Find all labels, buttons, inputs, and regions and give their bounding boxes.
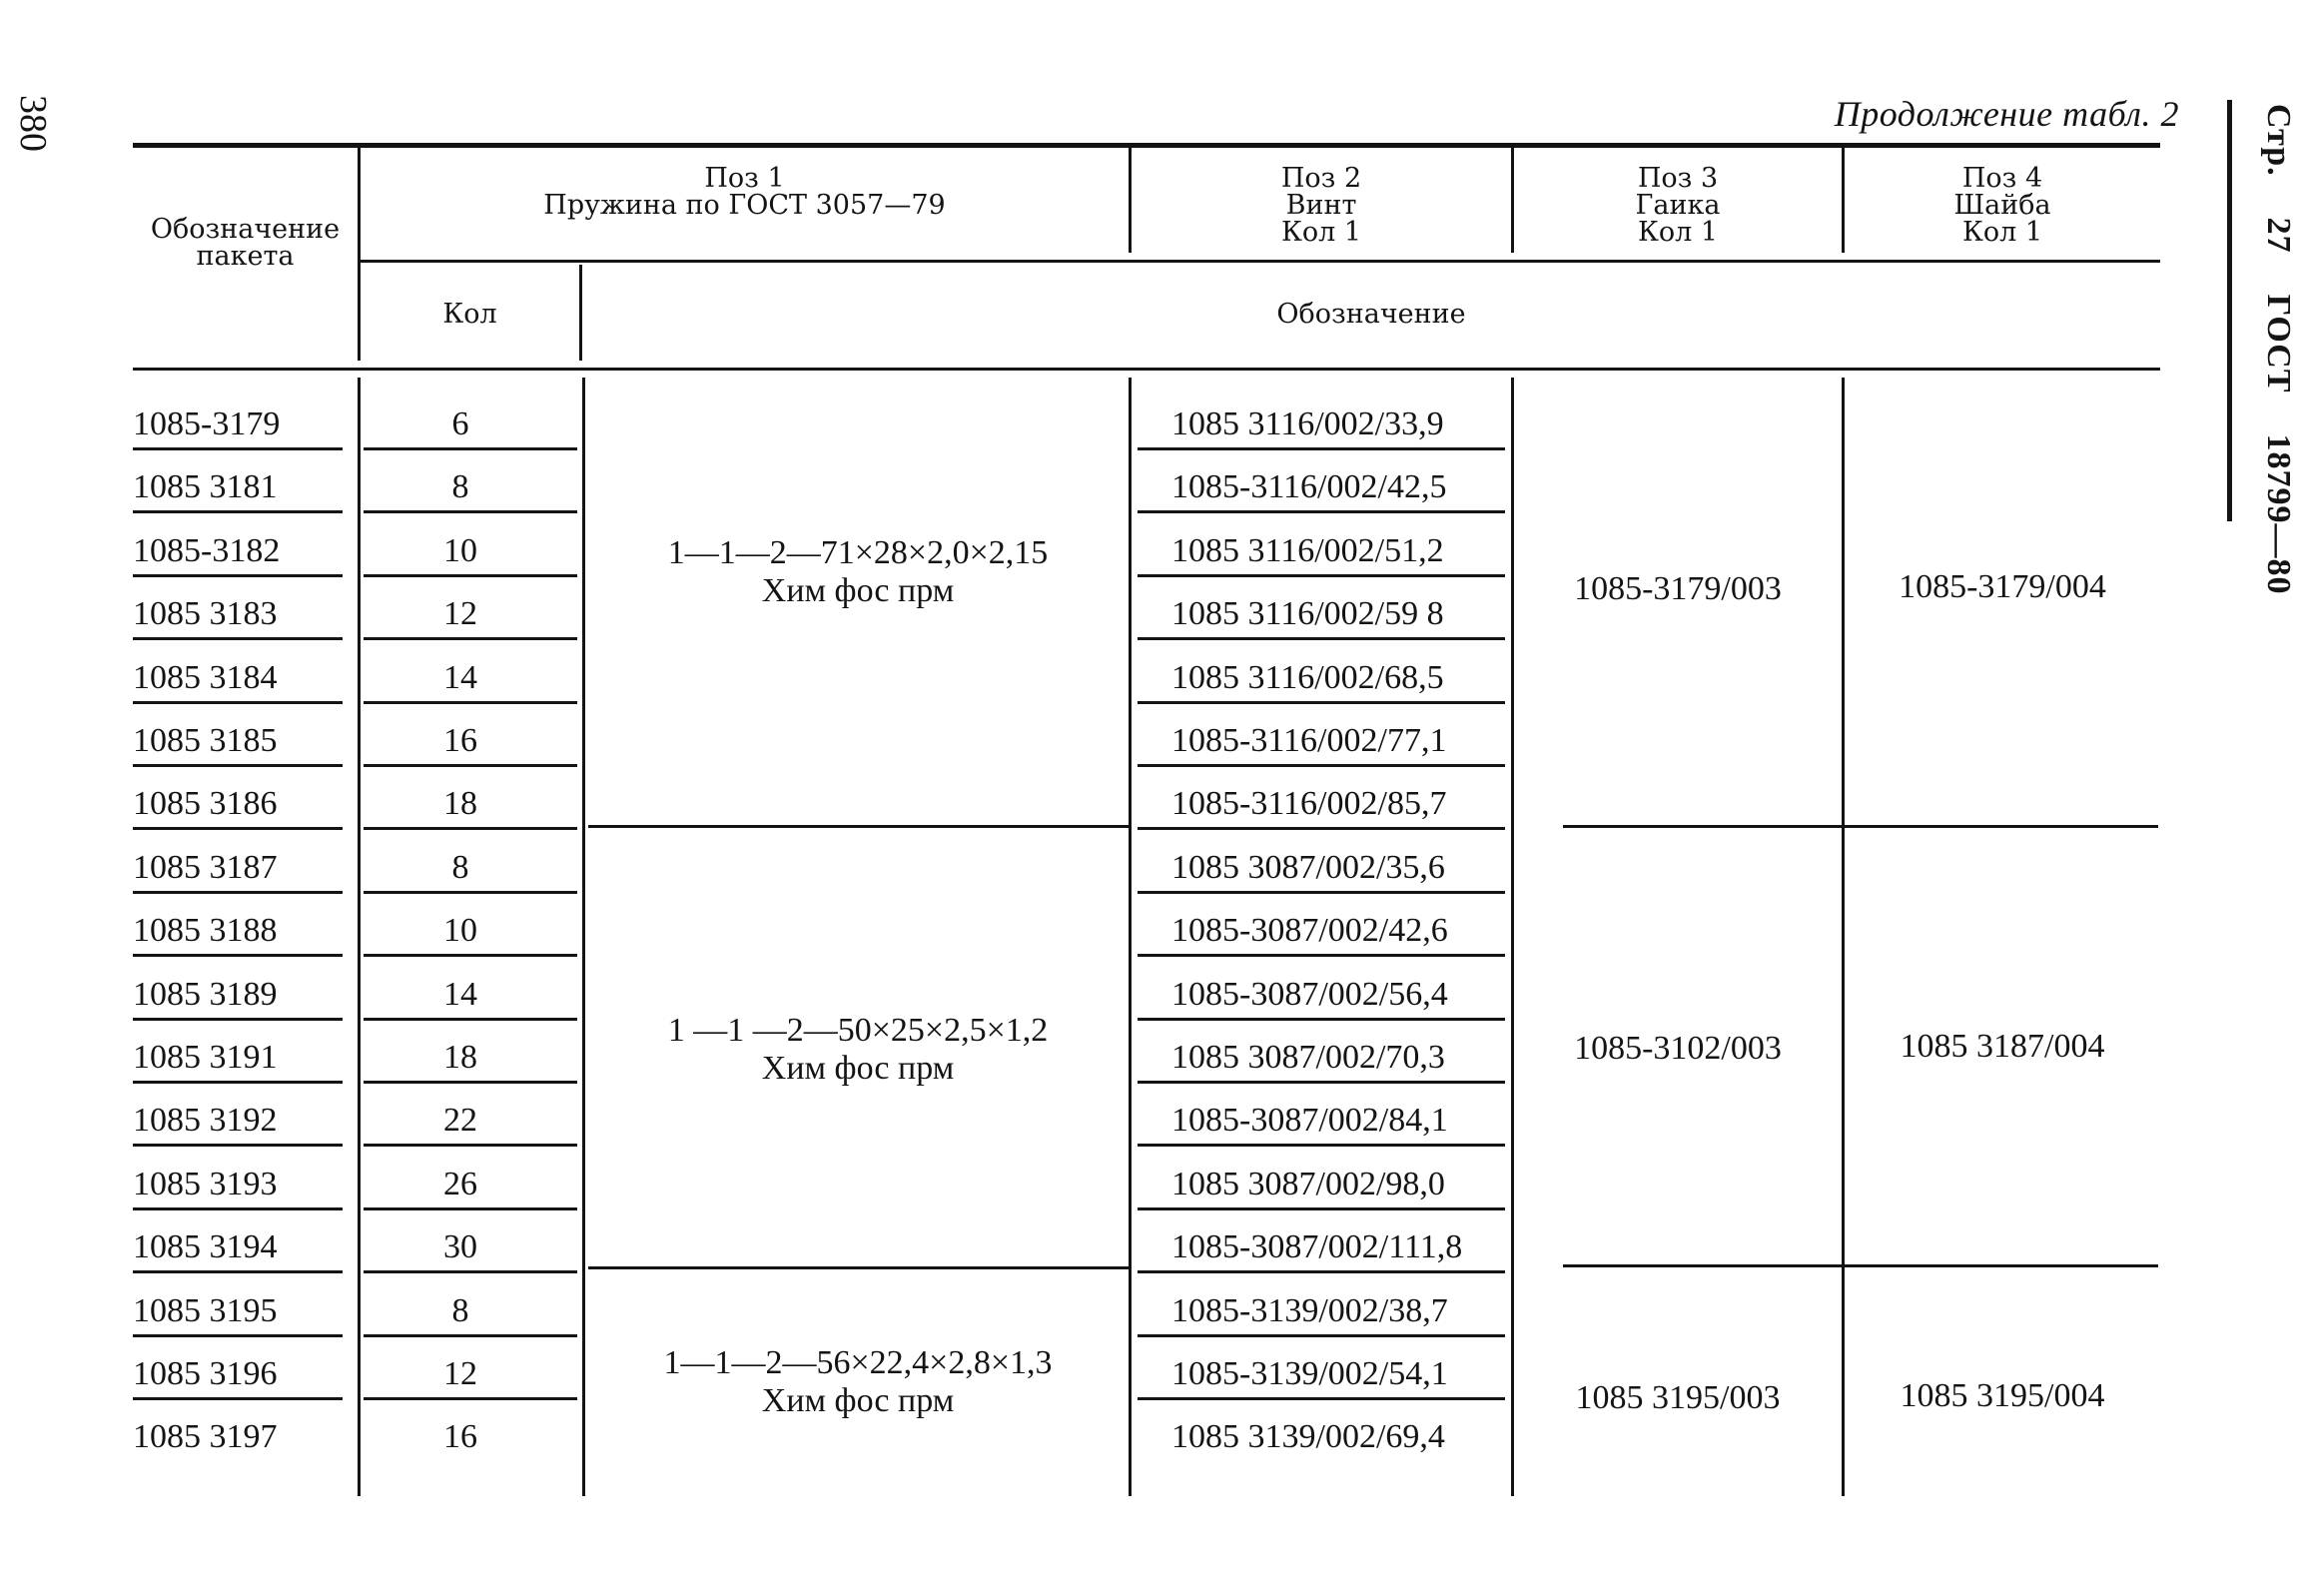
- spring-coating: Хим фос прм: [761, 1382, 955, 1419]
- header-bottom-rule: [133, 368, 2160, 371]
- side-rule: [2227, 100, 2232, 521]
- running-header-page-label: Стр.: [2260, 104, 2297, 177]
- screw-designation: 1085-3139/002/54,1: [1171, 1355, 1448, 1392]
- row-rule: [133, 574, 343, 577]
- spring-quantity: 22: [443, 1102, 477, 1140]
- row-rule: [1138, 764, 1505, 767]
- header-pos4: [1845, 165, 2160, 246]
- screw-designation: 1085 3116/002/68,5: [1171, 658, 1444, 696]
- shaiba-cell: 1085-3179/004: [1899, 568, 2106, 605]
- row-rule: [133, 701, 343, 704]
- header-pos4-title: Поз 4: [1961, 163, 2043, 194]
- spring-quantity: 18: [443, 1039, 477, 1076]
- package-designation: 1085 3193: [133, 1165, 278, 1202]
- running-header: [2259, 104, 2297, 595]
- spring-quantity: 18: [443, 785, 477, 823]
- header-sub-rule: [358, 260, 2160, 263]
- shaiba-cell: 1085 3187/004: [1900, 1028, 2105, 1065]
- row-rule: [364, 1144, 577, 1147]
- package-designation: 1085 3184: [133, 658, 278, 696]
- screw-designation: 1085 3087/002/70,3: [1171, 1039, 1445, 1076]
- header-designation: Обозначение пакета: [150, 214, 341, 272]
- spring-quantity: 14: [443, 975, 477, 1013]
- header-pos3-item: Гаика: [1635, 190, 1721, 221]
- spring-group-separator: [588, 825, 1129, 828]
- screw-designation: 1085 3116/002/33,9: [1171, 405, 1444, 442]
- row-rule: [133, 891, 343, 894]
- package-designation: 1085 3183: [133, 595, 278, 633]
- spring-spec: 1—1—2—71×28×2,0×2,15: [667, 534, 1049, 571]
- row-rule: [364, 954, 577, 957]
- body-divider-2: [582, 378, 585, 1496]
- row-rule: [364, 510, 577, 513]
- row-rule: [1138, 637, 1505, 640]
- package-designation: 1085-3179: [133, 405, 281, 442]
- screw-designation: 1085-3087/002/84,1: [1171, 1102, 1448, 1140]
- spring-spec: 1 —1 —2—50×25×2,5×1,2: [667, 1012, 1049, 1049]
- row-rule: [1138, 574, 1505, 577]
- row-rule: [1138, 954, 1505, 957]
- table-continuation-caption: Продолжение табл. 2: [1834, 94, 2179, 134]
- header-pos1-subtitle: Пружина по ГОСТ 3057—79: [543, 190, 946, 221]
- header-pos1-title: Поз 1: [704, 163, 785, 194]
- spring-quantity: 14: [443, 658, 477, 696]
- row-rule: [133, 1018, 343, 1021]
- screw-designation: 1085 3139/002/69,4: [1171, 1418, 1445, 1456]
- header-pos2-qty: Кол 1: [1280, 217, 1362, 248]
- row-rule: [1138, 1270, 1505, 1273]
- header-pos3-qty: Кол 1: [1637, 217, 1719, 248]
- gaika-cell: 1085-3102/003: [1574, 1030, 1782, 1067]
- package-designation: 1085 3188: [133, 912, 278, 950]
- package-designation: 1085 3187: [133, 848, 278, 886]
- row-rule: [133, 1270, 343, 1273]
- package-designation: 1085 3181: [133, 468, 278, 506]
- spring-cell: [587, 534, 1129, 610]
- package-designation: 1085 3191: [133, 1039, 278, 1076]
- spring-quantity: 8: [451, 848, 469, 886]
- spring-coating: Хим фос прм: [761, 1050, 955, 1087]
- package-designation: 1085-3182: [133, 531, 281, 569]
- package-designation: 1085 3189: [133, 975, 278, 1013]
- row-rule: [133, 1334, 343, 1337]
- package-designation: 1085 3186: [133, 785, 278, 823]
- header-pos3: [1514, 165, 1842, 246]
- nut-washer-group-separator: [1563, 1264, 2158, 1267]
- body-divider-4: [1511, 378, 1514, 1496]
- screw-designation: 1085-3116/002/77,1: [1171, 722, 1447, 759]
- row-rule: [133, 637, 343, 640]
- running-header-page-number: 27: [2260, 217, 2297, 254]
- row-rule: [133, 447, 343, 450]
- row-rule: [1138, 510, 1505, 513]
- spring-group-separator: [588, 1266, 1129, 1269]
- screw-designation: 1085 3116/002/59 8: [1171, 595, 1444, 633]
- header-pos2: [1132, 165, 1511, 246]
- screw-designation: 1085-3116/002/42,5: [1171, 468, 1447, 506]
- body-divider-5: [1842, 378, 1845, 1496]
- spring-quantity: 16: [443, 1418, 477, 1456]
- screw-designation: 1085-3116/002/85,7: [1171, 785, 1447, 823]
- package-designation: 1085 3197: [133, 1418, 278, 1456]
- package-designation: 1085 3192: [133, 1102, 278, 1140]
- spring-quantity: 10: [443, 531, 477, 569]
- header-pos1: [361, 165, 1129, 219]
- body-divider-3: [1129, 378, 1132, 1496]
- shaiba-cell: 1085 3195/004: [1900, 1377, 2105, 1414]
- table-top-rule: [133, 143, 2160, 148]
- screw-designation: 1085-3087/002/111,8: [1171, 1228, 1463, 1266]
- screw-designation: 1085 3087/002/35,6: [1171, 848, 1445, 886]
- screw-designation: 1085-3087/002/42,6: [1171, 912, 1448, 950]
- row-rule: [1138, 1018, 1505, 1021]
- row-rule: [1138, 447, 1505, 450]
- header-pos2-item: Винт: [1285, 190, 1357, 221]
- spring-quantity: 6: [451, 405, 469, 442]
- row-rule: [133, 764, 343, 767]
- spring-coating: Хим фос прм: [761, 572, 955, 609]
- row-rule: [364, 1397, 577, 1400]
- package-designation: 1085 3194: [133, 1228, 278, 1266]
- spring-quantity: 30: [443, 1228, 477, 1266]
- row-rule: [364, 447, 577, 450]
- row-rule: [1138, 891, 1505, 894]
- header-pos3-title: Поз 3: [1637, 163, 1719, 194]
- row-rule: [364, 764, 577, 767]
- row-rule: [1138, 1397, 1505, 1400]
- header-pos4-qty: Кол 1: [1961, 217, 2043, 248]
- row-rule: [1138, 1144, 1505, 1147]
- row-rule: [364, 701, 577, 704]
- screw-designation: 1085 3116/002/51,2: [1171, 531, 1444, 569]
- spring-quantity: 12: [443, 595, 477, 633]
- row-rule: [133, 1207, 343, 1210]
- spring-quantity: 8: [451, 1291, 469, 1329]
- running-header-standard: ГОСТ: [2260, 294, 2297, 394]
- spring-quantity: 8: [451, 468, 469, 506]
- row-rule: [133, 1397, 343, 1400]
- row-rule: [1138, 701, 1505, 704]
- header-kol: Кол: [442, 299, 497, 330]
- row-rule: [364, 827, 577, 830]
- row-rule: [133, 827, 343, 830]
- gaika-cell: 1085-3179/003: [1574, 570, 1782, 607]
- row-rule: [1138, 1081, 1505, 1084]
- row-rule: [364, 637, 577, 640]
- header-oboznachenie: Обозначение: [1276, 299, 1466, 330]
- row-rule: [364, 1207, 577, 1210]
- spring-spec: 1—1—2—56×22,4×2,8×1,3: [663, 1344, 1053, 1381]
- row-rule: [133, 1081, 343, 1084]
- gaika-cell: 1085 3195/003: [1575, 1379, 1781, 1416]
- nut-washer-group-separator: [1563, 825, 2158, 828]
- row-rule: [1138, 1207, 1505, 1210]
- spring-cell: [587, 1344, 1129, 1420]
- row-rule: [133, 510, 343, 513]
- spring-quantity: 26: [443, 1165, 477, 1202]
- header-pos4-item: Шайба: [1953, 190, 2051, 221]
- row-rule: [364, 1270, 577, 1273]
- spring-quantity: 12: [443, 1355, 477, 1392]
- row-rule: [1138, 1334, 1505, 1337]
- row-rule: [364, 891, 577, 894]
- row-rule: [364, 1018, 577, 1021]
- row-rule: [133, 954, 343, 957]
- row-rule: [364, 1334, 577, 1337]
- running-header-standard-number: 18799—80: [2260, 433, 2297, 595]
- package-designation: 1085 3195: [133, 1291, 278, 1329]
- screw-designation: 1085-3087/002/56,4: [1171, 975, 1448, 1013]
- page-number: 380: [12, 95, 54, 152]
- spring-cell: [587, 1012, 1129, 1088]
- row-rule: [1138, 827, 1505, 830]
- screw-designation: 1085-3139/002/38,7: [1171, 1291, 1448, 1329]
- spring-quantity: 10: [443, 912, 477, 950]
- header-pos2-title: Поз 2: [1280, 163, 1362, 194]
- row-rule: [364, 574, 577, 577]
- package-designation: 1085 3185: [133, 722, 278, 759]
- row-rule: [133, 1144, 343, 1147]
- spring-quantity: 16: [443, 722, 477, 759]
- package-designation: 1085 3196: [133, 1355, 278, 1392]
- screw-designation: 1085 3087/002/98,0: [1171, 1165, 1445, 1202]
- row-rule: [364, 1081, 577, 1084]
